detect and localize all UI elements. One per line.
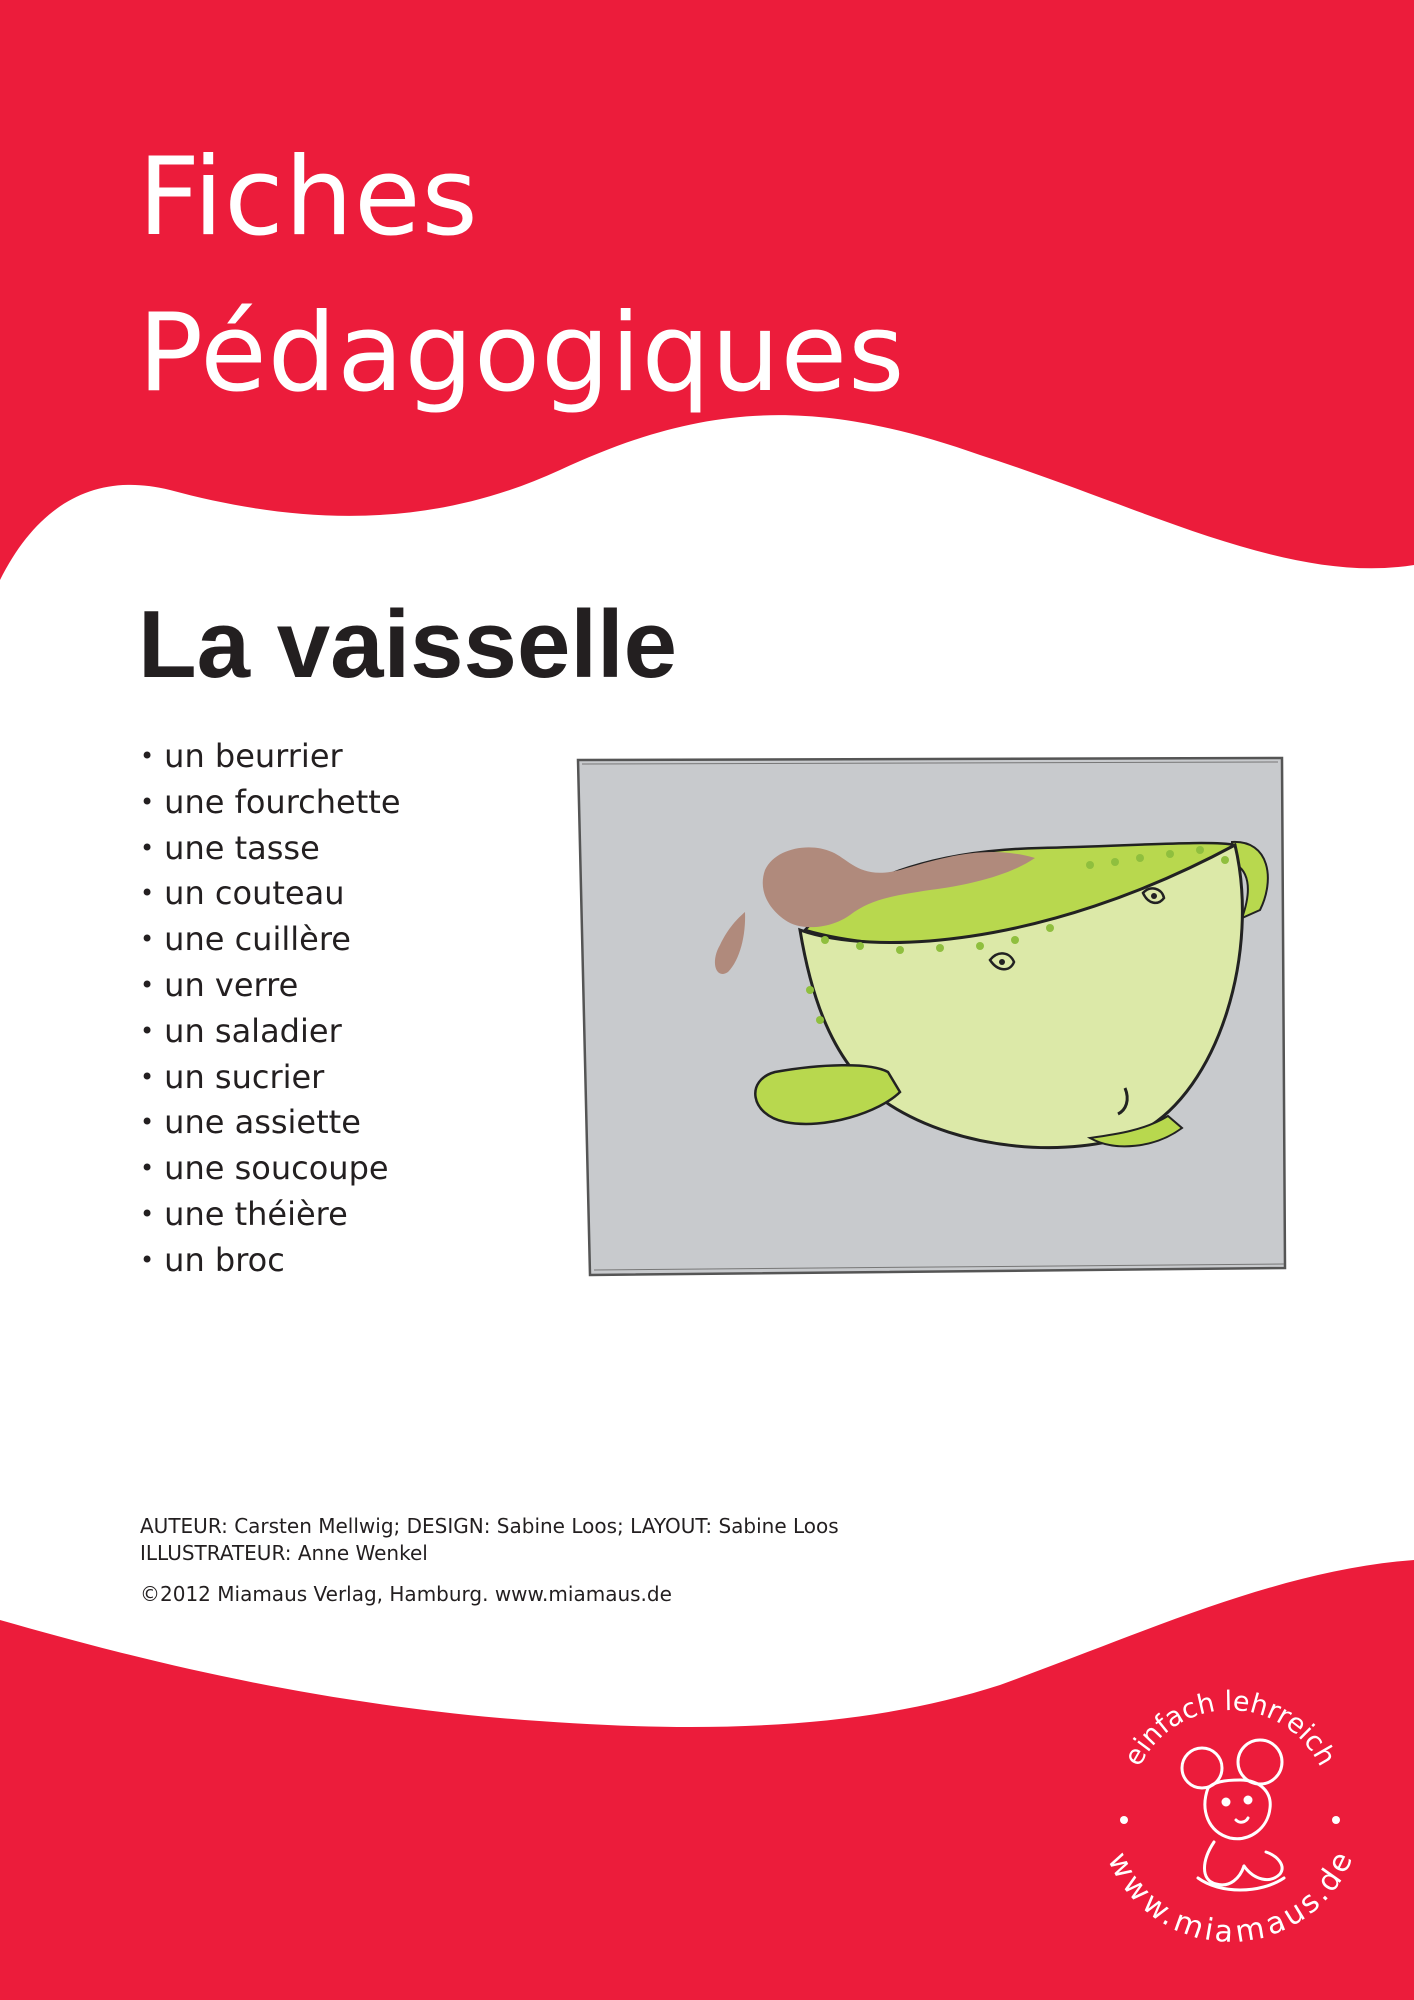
- credits: [140, 1513, 839, 1608]
- list-item: • une cuillère: [140, 918, 401, 964]
- mouse-icon: [1182, 1740, 1284, 1890]
- credits-authors: AUTEUR: Carsten Mellwig; DESIGN: Sabine Loos; LAYOUT: Sabine Loos: [140, 1514, 839, 1538]
- series-title: [138, 120, 905, 432]
- miamaus-badge: [1090, 1670, 1370, 1950]
- credits-illustrator: ILLUSTRATEUR: Anne Wenkel: [140, 1541, 428, 1565]
- cup-illustration: [570, 750, 1290, 1290]
- list-item: • une soucoupe: [140, 1147, 401, 1193]
- list-item: • une fourchette: [140, 781, 401, 827]
- vocabulary-list: [140, 735, 401, 1285]
- list-item: • un sucrier: [140, 1056, 401, 1102]
- page-title: La vaisselle: [138, 591, 678, 698]
- list-item: • un broc: [140, 1239, 401, 1285]
- series-title-line1: Fiches: [138, 135, 479, 260]
- list-item: • un saladier: [140, 1010, 401, 1056]
- list-item: • une théière: [140, 1193, 401, 1239]
- badge-top-text: einfach lehrreich: [1118, 1685, 1342, 1772]
- copyright: ©2012 Miamaus Verlag, Hamburg. www.miamaus.de: [140, 1582, 672, 1606]
- list-item: • une assiette: [140, 1101, 401, 1147]
- list-item: • un verre: [140, 964, 401, 1010]
- badge-bottom-text: www.miamaus.de: [1100, 1846, 1360, 1950]
- list-item: • un couteau: [140, 872, 401, 918]
- list-item: • une tasse: [140, 827, 401, 873]
- series-title-line2: Pédagogiques: [138, 291, 906, 416]
- list-item: • un beurrier: [140, 735, 401, 781]
